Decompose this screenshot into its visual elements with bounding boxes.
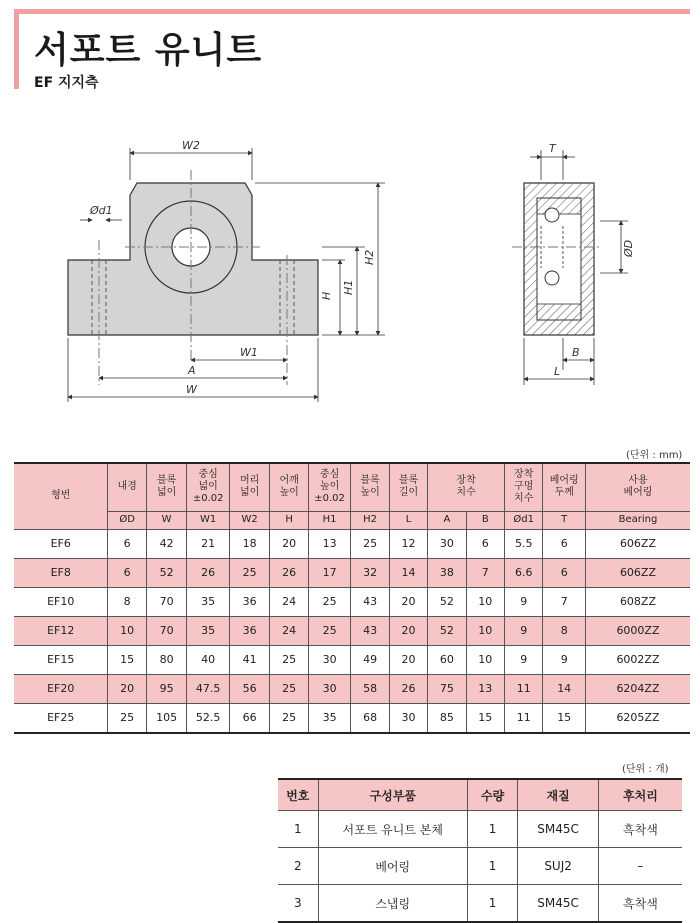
- table-cell: 12: [389, 529, 427, 558]
- table-cell: 8: [543, 616, 586, 645]
- label-h2: H2: [363, 249, 376, 265]
- table-cell: 6204ZZ: [585, 674, 690, 703]
- table-cell: 75: [428, 674, 466, 703]
- table-cell: 17: [308, 558, 351, 587]
- table-cell: 36: [229, 616, 269, 645]
- table-cell: 26: [389, 674, 427, 703]
- table-cell: 43: [351, 616, 389, 645]
- table-cell: 41: [229, 645, 269, 674]
- table-cell: 68: [351, 703, 389, 733]
- model-cell: EF12: [14, 616, 108, 645]
- label-h1: H1: [342, 279, 355, 295]
- table-cell: 7: [466, 558, 504, 587]
- table-cell: SM45C: [518, 811, 599, 848]
- table-cell: 20: [270, 529, 308, 558]
- parts-header-cell: 재질: [518, 779, 599, 811]
- table-cell: 20: [108, 674, 146, 703]
- table-cell: 1: [278, 811, 318, 848]
- subheader-cell: Bearing: [585, 511, 690, 529]
- table-cell: 52.5: [187, 703, 230, 733]
- header-cell: 중심 높이 ±0.02: [308, 463, 351, 511]
- table-cell: 52: [428, 616, 466, 645]
- header-cell: 베어링 두께: [543, 463, 586, 511]
- table-cell: 43: [351, 587, 389, 616]
- header-cell: 어깨 높이: [270, 463, 308, 511]
- page-title: 서포트 유니트: [34, 30, 263, 71]
- header-cell: 내경: [108, 463, 146, 511]
- table-row: [14, 587, 690, 616]
- model-cell: EF8: [14, 558, 108, 587]
- subheader-cell: Ød1: [505, 511, 543, 529]
- table-cell: 25: [351, 529, 389, 558]
- parts-unit-label: (단위 : 개): [622, 764, 669, 775]
- spec-table: [14, 462, 690, 734]
- label-w2: W2: [182, 139, 200, 152]
- table-cell: 15: [466, 703, 504, 733]
- title-accent-bar: [14, 9, 690, 14]
- subheader-cell: L: [389, 511, 427, 529]
- table-cell: 9: [505, 616, 543, 645]
- table-cell: 25: [270, 674, 308, 703]
- table-cell: 흑착색: [598, 811, 682, 848]
- table-cell: 15: [543, 703, 586, 733]
- table-cell: 20: [389, 587, 427, 616]
- label-w1: W1: [240, 346, 258, 359]
- table-cell: 40: [187, 645, 230, 674]
- table-row: [278, 885, 682, 923]
- subheader-cell: H: [270, 511, 308, 529]
- table-row: [14, 616, 690, 645]
- table-cell: 20: [389, 616, 427, 645]
- title-accent-side: [14, 9, 19, 89]
- subheader-cell: A: [428, 511, 466, 529]
- table-cell: 1: [467, 885, 518, 923]
- table-cell: 105: [146, 703, 186, 733]
- table-cell: 606ZZ: [585, 529, 690, 558]
- model-cell: EF10: [14, 587, 108, 616]
- table-cell: 6: [543, 529, 586, 558]
- table-row: [14, 558, 690, 587]
- table-cell: 80: [146, 645, 186, 674]
- table-cell: 30: [308, 645, 351, 674]
- table-cell: 42: [146, 529, 186, 558]
- model-cell: EF15: [14, 645, 108, 674]
- table-cell: 9: [505, 645, 543, 674]
- subheader-cell: B: [466, 511, 504, 529]
- table-cell: 10: [466, 587, 504, 616]
- table-cell: 58: [351, 674, 389, 703]
- header-cell: 블록 길이: [389, 463, 427, 511]
- table-cell: 25: [108, 703, 146, 733]
- table-cell: 66: [229, 703, 269, 733]
- table-cell: 608ZZ: [585, 587, 690, 616]
- label-d: ØD: [622, 239, 635, 257]
- table-cell: 6205ZZ: [585, 703, 690, 733]
- table-cell: 2: [278, 848, 318, 885]
- header-model: 형번: [14, 463, 108, 529]
- table-cell: 서포트 유니트 본체: [318, 811, 467, 848]
- table-cell: 35: [187, 587, 230, 616]
- table-cell: 14: [543, 674, 586, 703]
- label-h: H: [320, 291, 333, 300]
- table-cell: 56: [229, 674, 269, 703]
- header-cell: 장착 구멍 치수: [505, 463, 543, 511]
- table-cell: 6: [543, 558, 586, 587]
- table-cell: 9: [543, 645, 586, 674]
- table-cell: 26: [270, 558, 308, 587]
- side-view: [512, 183, 600, 335]
- front-view: [68, 170, 318, 385]
- table-row: [278, 811, 682, 848]
- table-cell: 25: [270, 645, 308, 674]
- table-cell: 6002ZZ: [585, 645, 690, 674]
- parts-table: [278, 778, 682, 923]
- table-cell: 26: [187, 558, 230, 587]
- label-a: A: [188, 364, 196, 377]
- table-cell: 15: [108, 645, 146, 674]
- subheader-cell: W: [146, 511, 186, 529]
- model-cell: EF6: [14, 529, 108, 558]
- label-w: W: [186, 383, 197, 396]
- table-cell: 6: [108, 529, 146, 558]
- table-cell: 18: [229, 529, 269, 558]
- table-cell: 30: [389, 703, 427, 733]
- table-cell: 6000ZZ: [585, 616, 690, 645]
- table-cell: 9: [505, 587, 543, 616]
- subheader-cell: H1: [308, 511, 351, 529]
- table-cell: 11: [505, 703, 543, 733]
- table-cell: 30: [428, 529, 466, 558]
- table-cell: 70: [146, 616, 186, 645]
- table-row: [14, 529, 690, 558]
- table-cell: 5.5: [505, 529, 543, 558]
- table-cell: SM45C: [518, 885, 599, 923]
- table-cell: 35: [308, 703, 351, 733]
- table-cell: 20: [389, 645, 427, 674]
- header-cell: 블록 넓이: [146, 463, 186, 511]
- table-cell: 24: [270, 616, 308, 645]
- table-cell: 베어링: [318, 848, 467, 885]
- page-subtitle: EF 지지측: [34, 75, 99, 91]
- table-cell: 36: [229, 587, 269, 616]
- table-cell: 흑착색: [598, 885, 682, 923]
- table-cell: 25: [308, 616, 351, 645]
- table-cell: 70: [146, 587, 186, 616]
- header-cell: 중심 넓이 ±0.02: [187, 463, 230, 511]
- table-cell: –: [598, 848, 682, 885]
- table-row: [278, 848, 682, 885]
- parts-header-cell: 구성부품: [318, 779, 467, 811]
- table-cell: 7: [543, 587, 586, 616]
- header-cell: 사용 베어링: [585, 463, 690, 511]
- table-cell: SUJ2: [518, 848, 599, 885]
- label-l: L: [554, 365, 561, 378]
- table-cell: 32: [351, 558, 389, 587]
- subheader-cell: W2: [229, 511, 269, 529]
- table-row: [14, 674, 690, 703]
- table-cell: 60: [428, 645, 466, 674]
- table-cell: 14: [389, 558, 427, 587]
- table-cell: 13: [466, 674, 504, 703]
- table-cell: 1: [467, 811, 518, 848]
- header-cell: 블록 높이: [351, 463, 389, 511]
- label-b: B: [572, 346, 580, 359]
- subheader-cell: T: [543, 511, 586, 529]
- table-cell: 25: [270, 703, 308, 733]
- subheader-cell: ØD: [108, 511, 146, 529]
- table-cell: 38: [428, 558, 466, 587]
- table-cell: 49: [351, 645, 389, 674]
- table-cell: 606ZZ: [585, 558, 690, 587]
- header-cell: 머리 넓이: [229, 463, 269, 511]
- label-t: T: [549, 142, 556, 155]
- table-cell: 25: [308, 587, 351, 616]
- table-cell: 52: [428, 587, 466, 616]
- subheader-cell: H2: [351, 511, 389, 529]
- table-cell: 35: [187, 616, 230, 645]
- table-cell: 30: [308, 674, 351, 703]
- table-row: [14, 645, 690, 674]
- table-cell: 11: [505, 674, 543, 703]
- table-cell: 6: [466, 529, 504, 558]
- header-cell: 장착 치수: [428, 463, 505, 511]
- table-cell: 25: [229, 558, 269, 587]
- table-cell: 10: [466, 645, 504, 674]
- spec-unit-label: (단위 : mm): [626, 450, 683, 461]
- table-cell: 10: [108, 616, 146, 645]
- table-cell: 스냅링: [318, 885, 467, 923]
- table-cell: 3: [278, 885, 318, 923]
- table-cell: 13: [308, 529, 351, 558]
- label-d1: Ød1: [90, 204, 113, 217]
- model-cell: EF25: [14, 703, 108, 733]
- table-row: [14, 703, 690, 733]
- table-cell: 24: [270, 587, 308, 616]
- table-cell: 52: [146, 558, 186, 587]
- parts-header-cell: 후처리: [598, 779, 682, 811]
- table-cell: 85: [428, 703, 466, 733]
- table-cell: 21: [187, 529, 230, 558]
- table-cell: 10: [466, 616, 504, 645]
- table-cell: 6.6: [505, 558, 543, 587]
- table-cell: 95: [146, 674, 186, 703]
- model-cell: EF20: [14, 674, 108, 703]
- technical-drawing: [0, 120, 700, 420]
- table-cell: 8: [108, 587, 146, 616]
- parts-header-cell: 수량: [467, 779, 518, 811]
- table-cell: 1: [467, 848, 518, 885]
- table-cell: 47.5: [187, 674, 230, 703]
- table-cell: 6: [108, 558, 146, 587]
- parts-header-cell: 번호: [278, 779, 318, 811]
- subheader-cell: W1: [187, 511, 230, 529]
